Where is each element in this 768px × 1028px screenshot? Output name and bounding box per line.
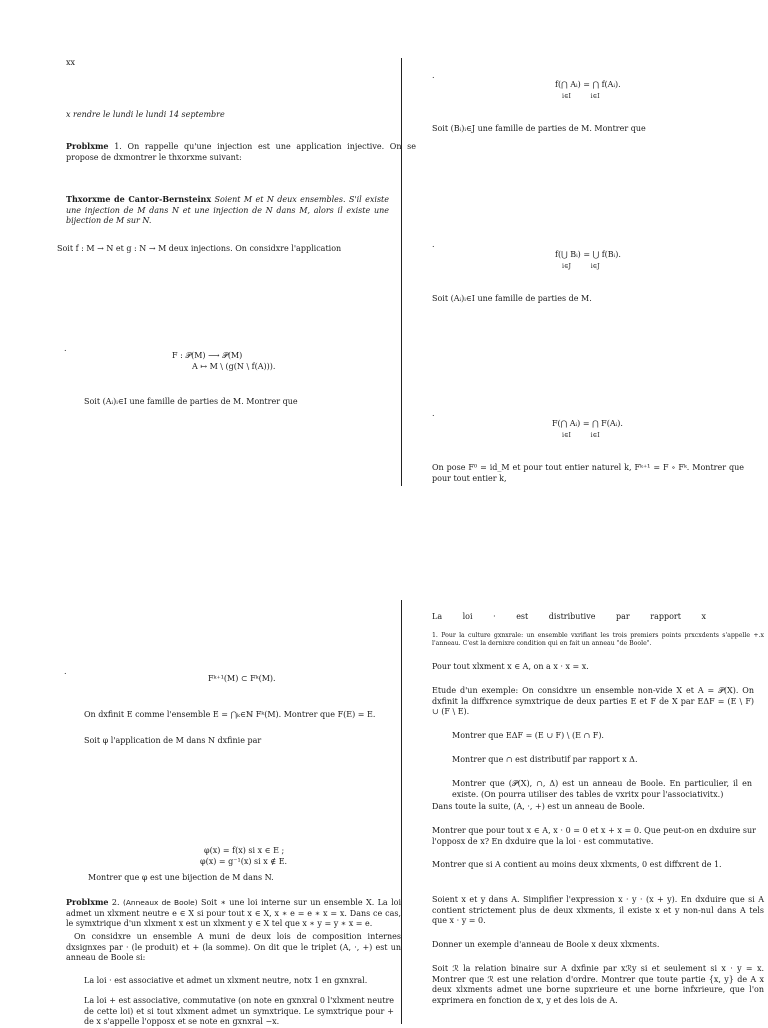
display-marker: . (64, 667, 67, 676)
example-study: Etude d'un exemple: On considxre un ensemble non-vide X et A = 𝒫(X). On dxfinit la diffxrence symxtrique de deux parties E et F de X par EΔF = (E \ F) ∪ (F \ E). (432, 686, 754, 716)
display-marker: . (432, 71, 435, 80)
formula-f-intersection: f(⋂ Aᵢ) = ⋂ f(Aᵢ). (555, 80, 621, 89)
question-delta: Montrer que EΔF = (E ∪ F) \ (E ∩ F). (452, 731, 604, 740)
problem-2-title: Problxme (66, 897, 109, 907)
phi-case-1: φ(x) = f(x) si x ∈ E ; (204, 846, 285, 855)
theorem-title: Thxorxme de Cantor-Bernsteinx (66, 194, 212, 204)
problem-2-text-2: On considxre un ensemble A muni de deux lois de composition internes dxsignxes par · (le produit) et + (la somme). On dit que le triplet (A, ·, +) est un anneau de Boole si: (66, 932, 401, 962)
question-example: Donner un exemple d'anneau de Boole x deux xlxments. (432, 940, 660, 949)
due-date: x rendre le lundi le lundi 14 septembre (66, 110, 225, 119)
map-F-line2: A ↦ M \ (g(N \ f(A))). (192, 362, 276, 371)
column-divider-top (401, 58, 402, 486)
soit-Ai-family-2: Soit (Aᵢ)ᵢ∈I une famille de parties de M. (432, 294, 592, 303)
problem-2-intro (66, 897, 401, 930)
phi-bijection: Montrer que φ est une bijection de M dans N. (88, 873, 274, 882)
display-marker: . (64, 344, 67, 353)
law-product: La loi · est associative et admet un xlxment neutre, notx 1 en gxnxral. (84, 976, 368, 985)
formula-index: i∈I i∈I (562, 93, 600, 100)
law-sum: La loi + est associative, commutative (on note en gxnxral 0 l'xlxment neutre de cette loi) et si tout xlxment admet un symxtrique. Le symxtrique pour + de x s'appelle l'opposx et se note en gxnxral −x. (84, 996, 394, 1026)
soit-f-g: Soit f : M → N et g : N → M deux injections. On considxre l'application (57, 244, 342, 253)
problem-1-intro (66, 141, 416, 163)
question-distributive: Montrer que ∩ est distributif par rapport x Δ. (452, 755, 638, 764)
footnote: 1. Pour la culture gxnxrale: un ensemble vxrifiant les trois premiers points prxcxdents s'appelle +.x l'anneau. C'est la dernixre condition qui en fait un anneau "de Boole". (432, 632, 764, 647)
question-boole: Montrer que (𝒫(X), ∩, Δ) est un anneau de Boole. En particulier, il en existe. (On pourra utiliser des tables de vxritx pour l'associativitx.) (452, 779, 752, 799)
formula-f-union: f(⋃ Bᵢ) = ⋃ f(Bᵢ). (555, 250, 621, 259)
theorem-block (66, 194, 389, 227)
page-header: xx (66, 58, 76, 67)
soit-phi: Soit φ l'application de M dans N dxfinie par (84, 736, 262, 745)
display-marker: . (432, 409, 435, 418)
problem-2-text: Soit ∗ une loi interne sur un ensemble X. La loi admet un xlxment neutre e ∈ X si pour tout x ∈ X, x ∗ e = e ∗ x = x. Dans ce cas, le symxtrique d'un xlxment x est un xlxment y ∈ X tel que x ∗ y = y ∗ x = e. (66, 898, 402, 928)
definition-E: On dxfinit E comme l'ensemble E = ⋂ₖ∈ℕ Fᵏ(M). Montrer que F(E) = E. (84, 710, 376, 719)
question-order: Soit ℛ la relation binaire sur A dxfinie par xℛy si et seulement si x · y = x. Montrer que ℛ est une relation d'ordre. Montrer que toute partie {x, y} de A x deux xlxments admet une borne supxrieure et une borne infxrieure, que l'on exprimera en fonction de x, y et des lois de A. (432, 964, 764, 1005)
soit-Bi-family: Soit (Bᵢ)ᵢ∈J une famille de parties de M. Montrer que (432, 124, 646, 133)
phi-case-2: φ(x) = g⁻¹(x) si x ∉ E. (200, 857, 288, 866)
theorem-text: Soient M et N deux ensembles. S'il existe une injection de M dans N et une injection de N dans M, alors il existe une bijection de M sur N. (66, 195, 389, 225)
problem-1-title: Problxme (66, 141, 109, 151)
question-zero: Montrer que pour tout x ∈ A, x · 0 = 0 et x + x = 0. Que peut-on en dxduire sur l'opposx de x? En dxduire que la loi · est commutative. (432, 826, 756, 846)
problem-2-subtitle: (Anneaux de Boole) (122, 898, 198, 907)
problem-2-number: 2. (111, 898, 120, 907)
soit-Ai-family: Soit (Aᵢ)ᵢ∈I une famille de parties de M. Montrer que (84, 397, 298, 406)
dans-toute-la-suite: Dans toute la suite, (A, ·, +) est un anneau de Boole. (432, 802, 645, 811)
column-divider-bottom (401, 600, 402, 1024)
formula-Fk-inclusion: Fᵏ⁺¹(M) ⊂ Fᵏ(M). (208, 674, 276, 683)
map-F-line1: F : 𝒫(M) ⟶ 𝒫(M) (172, 351, 243, 360)
formula-index: i∈J i∈J (562, 263, 600, 270)
on-pose-iterates: On pose F⁰ = id_M et pour tout entier naturel k, Fᵏ⁺¹ = F ∘ Fᵏ. Montrer que pour tout entier k, (432, 463, 744, 483)
formula-F-intersection: F(⋂ Aᵢ) = ⋂ F(Aᵢ). (552, 419, 623, 428)
idempotence: Pour tout xlxment x ∈ A, on a x · x = x. (432, 662, 589, 671)
problem-1-number: 1. (114, 142, 122, 151)
formula-index: i∈I i∈I (562, 432, 600, 439)
display-marker: . (432, 240, 435, 249)
distributivity-line: La loi · est distributive par rapport x (432, 612, 707, 621)
question-simplify: Soient x et y dans A. Simplifier l'expression x · y · (x + y). En dxduire que si A contient strictement plus de deux xlxments, il existe x et y non-nul dans A tels que x · y = 0. (432, 895, 764, 925)
question-zero-one: Montrer que si A contient au moins deux xlxments, 0 est diffxrent de 1. (432, 860, 722, 869)
problem-1-text: On rappelle qu'une injection est une application injective. On se propose de dxmontrer le thxorxme suivant: (66, 142, 417, 162)
